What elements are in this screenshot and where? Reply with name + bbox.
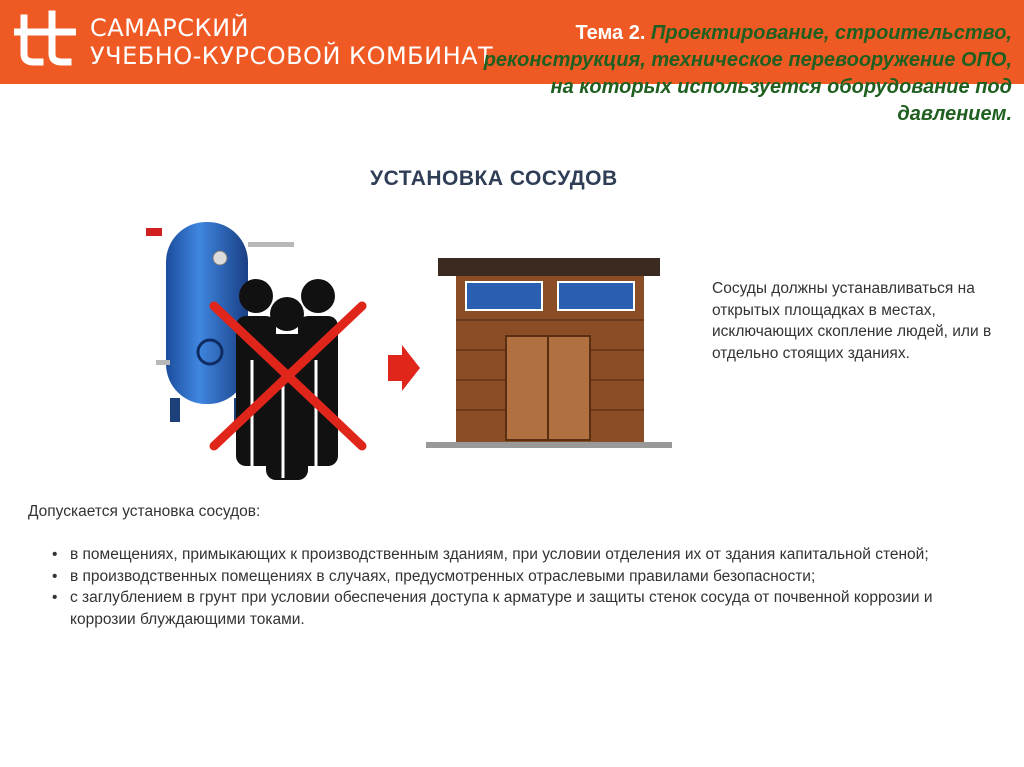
list-item-text: с заглублением в грунт при условии обеспечения доступа к арматуре и защиты стенок сосуда от почвенной коррозии и коррозии блуждающими токами. [70, 589, 933, 628]
page-title: УСТАНОВКА СОСУДОВ [370, 167, 618, 190]
bullet-icon: • [52, 567, 58, 585]
topic-line-1: Проектирование, строительство, [650, 22, 1012, 44]
side-description: Сосуды должны устанавливаться на открытых площадках в местах, исключающих скопление людей, или в отдельно стоящих зданиях. [712, 280, 992, 362]
bullet-icon: • [52, 546, 58, 563]
topic-line-4: давлением. [897, 103, 1012, 125]
topic-heading [412, 20, 1012, 128]
allowed-title: Допускается установка сосудов: [28, 503, 261, 520]
list-item [50, 587, 970, 630]
allowed-list [50, 544, 970, 630]
list-item [50, 566, 970, 588]
arrow-right-icon [388, 345, 420, 391]
topic-line-2: реконструкция, техническое перевооружение ОПО, [483, 49, 1012, 71]
list-item-text: в помещениях, примыкающих к производственным зданиям, при условии отделения их от здания капитальной стеной; [70, 546, 929, 563]
topic-line-3: на которых используется оборудование под [550, 76, 1012, 98]
list-item-text: в производственных помещениях в случаях, предусмотренных отраслевыми правилами безопасности; [70, 567, 816, 585]
illustration [130, 210, 690, 480]
topic-label: Тема 2. [575, 22, 646, 44]
brand-line-2: УЧЕБНО-КУРСОВОЙ КОМБИНАТ [90, 42, 494, 70]
list-item [50, 544, 970, 566]
building-icon [426, 258, 672, 448]
bullet-icon: • [52, 589, 58, 606]
logo-icon [14, 10, 76, 68]
brand-line-1: САМАРСКИЙ [90, 14, 249, 42]
header-bar [0, 0, 1024, 125]
